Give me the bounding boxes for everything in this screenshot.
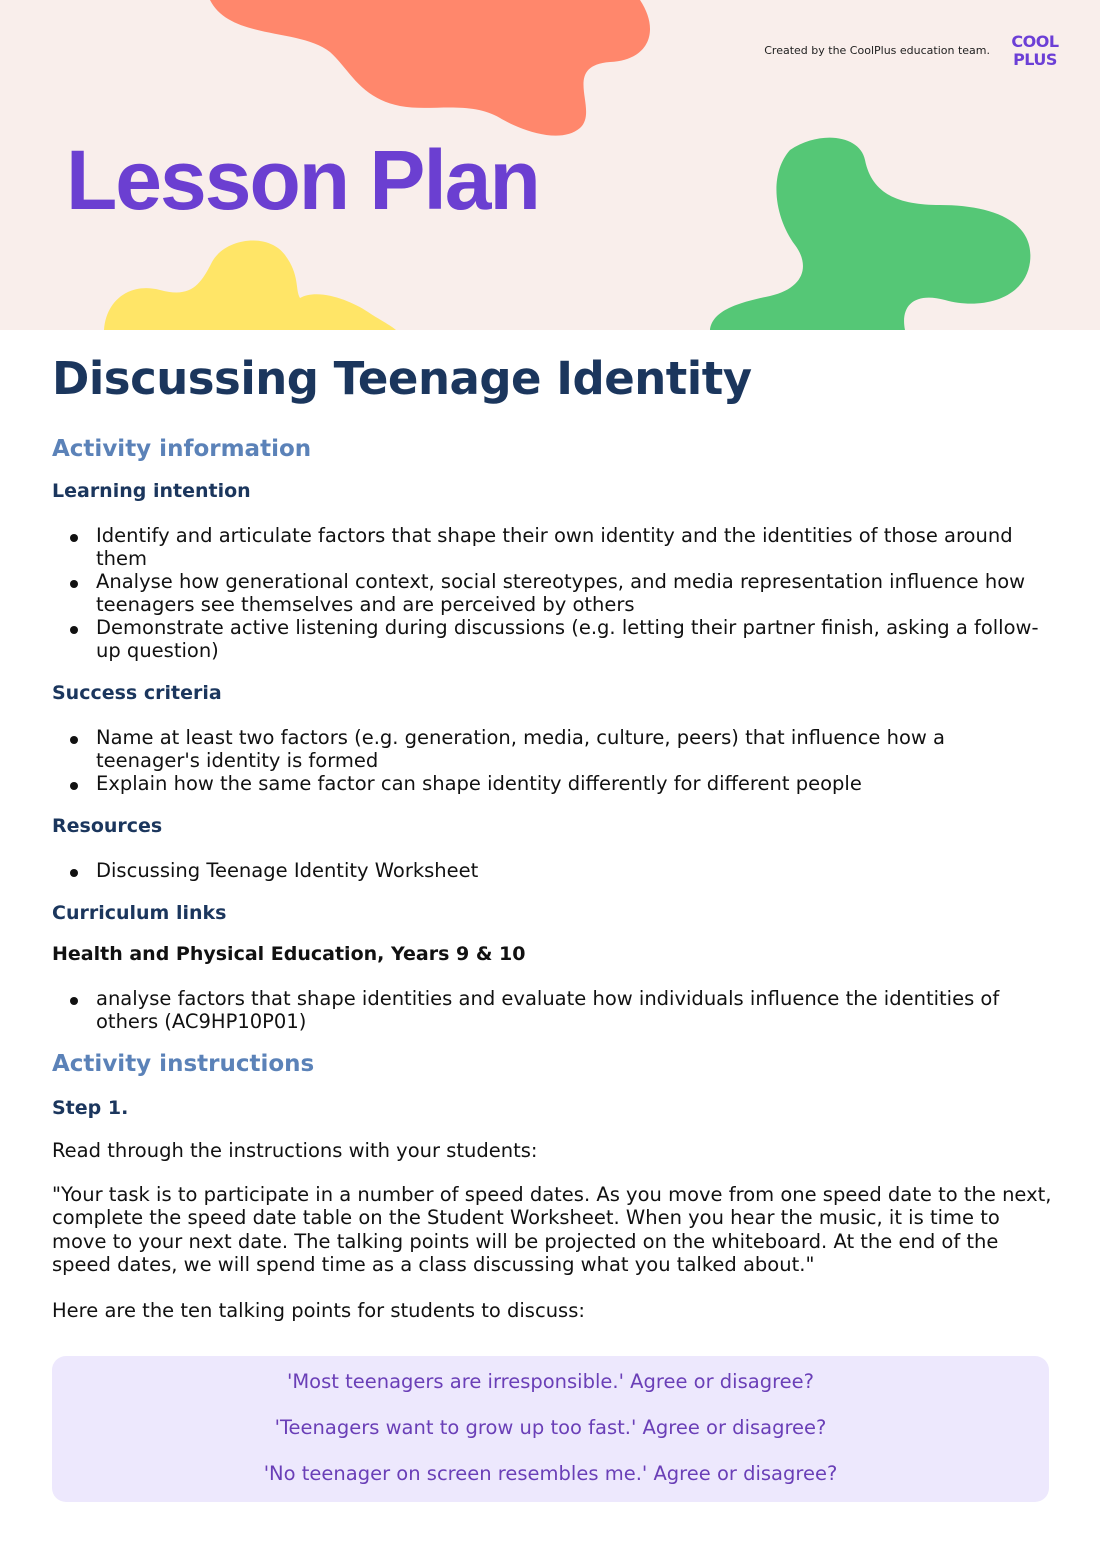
activity-info-heading: Activity information xyxy=(52,436,312,462)
list-item: Identify and articulate factors that shape their own identity and the identities of those around them xyxy=(52,524,1052,570)
yellow-blob xyxy=(104,241,396,330)
green-blob xyxy=(710,138,1030,330)
coral-blob xyxy=(210,0,650,136)
curriculum-heading: Curriculum links xyxy=(52,902,227,924)
instructions-intro: Read through the instructions with your students: xyxy=(52,1139,538,1162)
instructions-quote: "Your task is to participate in a number of speed dates. As you move from one speed date to the next, complete the speed date table on the Student Worksheet. When you hear the music, it is time to move to your next date. The talking points will be projected on the whiteboard. At the end of the speed dates, we will spend time as a class discussing what you talked about." xyxy=(52,1182,1052,1276)
learning-intention-heading: Learning intention xyxy=(52,480,251,502)
talking-points-box xyxy=(52,1356,1049,1502)
list-item: Name at least two factors (e.g. generation, media, culture, peers) that influence how a teenager's identity is formed xyxy=(52,726,1052,772)
talking-point: 'Most teenagers are irresponsible.' Agree or disagree? xyxy=(286,1370,815,1393)
list-item: Explain how the same factor can shape identity differently for different people xyxy=(52,772,1052,795)
talking-point: 'No teenager on screen resembles me.' Agree or disagree? xyxy=(263,1462,838,1485)
logo-line-1: COOL xyxy=(1011,32,1059,51)
curriculum-list xyxy=(52,987,1052,1033)
curriculum-subheading: Health and Physical Education, Years 9 & 10 xyxy=(52,943,526,965)
activity-instructions-heading: Activity instructions xyxy=(52,1051,315,1077)
success-criteria-heading: Success criteria xyxy=(52,682,222,704)
list-item: Analyse how generational context, social stereotypes, and media representation influence how teenagers see themselves and are perceived by others xyxy=(52,570,1052,616)
document-title: Discussing Teenage Identity xyxy=(52,352,752,405)
document-body xyxy=(52,330,1052,1322)
learning-intention-list xyxy=(52,524,1052,662)
list-item: Demonstrate active listening during discussions (e.g. letting their partner finish, asking a follow-up question) xyxy=(52,616,1052,662)
talking-point: 'Teenagers want to grow up too fast.' Agree or disagree? xyxy=(274,1416,827,1439)
step-1-heading: Step 1. xyxy=(52,1097,129,1119)
resources-list xyxy=(52,859,1052,882)
hero-title: Lesson Plan xyxy=(66,133,539,227)
resources-heading: Resources xyxy=(52,815,163,837)
talking-points-intro: Here are the ten talking points for students to discuss: xyxy=(52,1298,585,1322)
list-item: analyse factors that shape identities and evaluate how individuals influence the identities of others (AC9HP10P01) xyxy=(52,987,1052,1033)
logo-line-2: PLUS xyxy=(1013,50,1057,69)
header-banner xyxy=(0,0,1100,330)
success-criteria-list xyxy=(52,726,1052,795)
coolplus-logo xyxy=(1004,33,1066,69)
list-item: Discussing Teenage Identity Worksheet xyxy=(52,859,1052,882)
credit-text: Created by the CoolPlus education team. xyxy=(764,44,990,57)
